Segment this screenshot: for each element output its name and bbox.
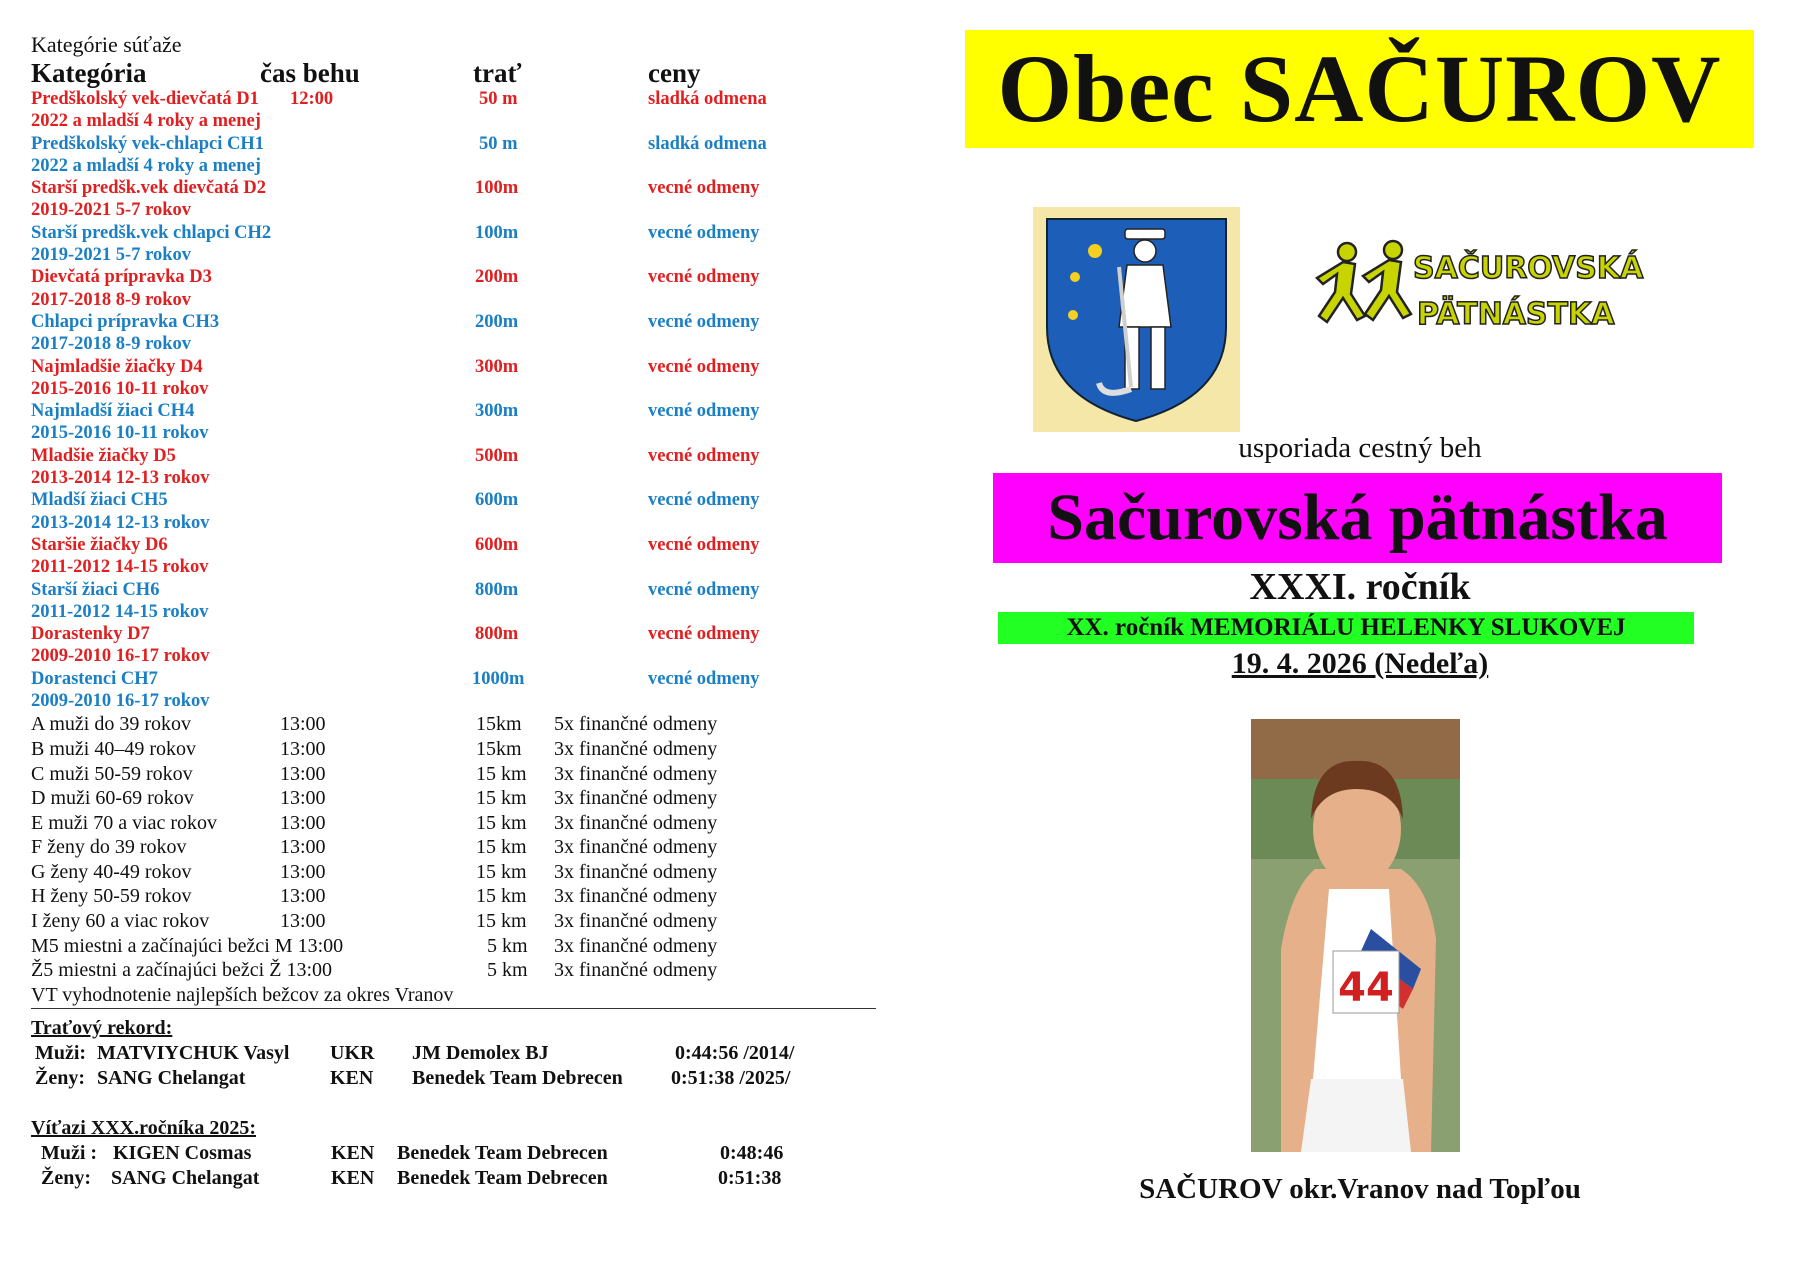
header-ceny: ceny	[648, 58, 701, 88]
junior-category-row	[31, 266, 881, 288]
junior-category-years	[31, 556, 881, 578]
junior-prize: vecné odmeny	[648, 490, 760, 511]
table-header	[31, 58, 881, 88]
junior-category-name: Najmladšie žiačky D4	[31, 356, 203, 377]
junior-birth-years: 2019-2021 5-7 rokov	[31, 200, 191, 221]
adult-category-row	[31, 786, 881, 811]
junior-category-name: Dorastenci CH7	[31, 668, 158, 689]
winner-nat: KEN	[331, 1166, 375, 1189]
record-team: Benedek Team Debrecen	[412, 1066, 623, 1089]
adult-category-name: F ženy do 39 rokov	[31, 836, 187, 859]
junior-prize: vecné odmeny	[648, 579, 760, 600]
record-name: SANG Chelangat	[97, 1066, 246, 1089]
junior-birth-years: 2013-2014 12-13 rokov	[31, 512, 210, 533]
adult-category-row	[31, 737, 881, 762]
adult-distance: 15km	[476, 713, 522, 736]
winner-name: SANG Chelangat	[111, 1166, 260, 1189]
junior-prize: sladká odmena	[648, 133, 767, 154]
junior-prize: vecné odmeny	[648, 178, 760, 199]
event-date	[960, 644, 1760, 684]
junior-category-years	[31, 467, 881, 489]
junior-category-row	[31, 88, 881, 110]
winner-team: Benedek Team Debrecen	[397, 1166, 608, 1189]
adult-prize: 3x finančné odmeny	[554, 836, 718, 859]
vt-note: VT vyhodnotenie najlepších bežcov za okres Vranov	[31, 983, 876, 1009]
coat-of-arms-icon	[1033, 207, 1240, 432]
junior-distance: 300m	[475, 356, 519, 377]
junior-distance: 50 m	[479, 133, 518, 154]
track-record	[31, 1015, 881, 1091]
adult-prize: 3x finančné odmeny	[554, 885, 718, 908]
record-label: Ženy:	[35, 1066, 85, 1089]
junior-category-name: Chlapci prípravka CH3	[31, 311, 220, 332]
adult-category-row	[31, 860, 881, 885]
junior-category-row	[31, 222, 881, 244]
adult-category-name: A muži do 39 rokov	[31, 713, 191, 736]
adult-distance: 15 km	[476, 860, 527, 883]
winner-time: 0:48:46	[720, 1141, 784, 1164]
rocnik: XXXI. ročník	[1249, 566, 1471, 608]
adult-start-time: 13:00	[280, 811, 326, 834]
junior-distance: 50 m	[479, 89, 518, 109]
junior-category-row	[31, 579, 881, 601]
adult-prize: 3x finančné odmeny	[554, 811, 718, 834]
header-cas: čas behu	[260, 58, 360, 88]
winners-2025	[31, 1115, 881, 1191]
adult-category-row	[31, 958, 881, 983]
junior-category-name: Starší žiaci CH6	[31, 579, 160, 600]
adult-category-name: M5 miestni a začínajúci bežci M 13:00	[31, 934, 344, 957]
junior-prize: vecné odmeny	[648, 356, 760, 377]
runners-logo-icon	[1305, 238, 1644, 342]
adult-category-name: C muži 50-59 rokov	[31, 762, 193, 785]
junior-birth-years: 2017-2018 8-9 rokov	[31, 289, 191, 310]
junior-category-row	[31, 489, 881, 511]
adult-distance: 15 km	[476, 762, 527, 785]
adult-prize: 3x finančné odmeny	[554, 787, 718, 810]
junior-category-name: Starší predšk.vek chlapci CH2	[31, 222, 272, 243]
junior-birth-years: 2011-2012 14-15 rokov	[31, 557, 209, 578]
junior-birth-years: 2013-2014 12-13 rokov	[31, 468, 210, 489]
junior-category-name: Mladšie žiačky D5	[31, 445, 176, 466]
junior-category-row	[31, 177, 881, 199]
record-row	[31, 1041, 881, 1066]
runner-photo-image	[1251, 719, 1460, 1152]
junior-distance: 200m	[475, 267, 519, 288]
adult-distance: 5 km	[487, 934, 528, 957]
junior-category-name: Predškolský vek-dievčatá D1	[31, 89, 259, 109]
junior-category-years	[31, 378, 881, 400]
adult-category-row	[31, 762, 881, 787]
junior-category-name: Staršie žiačky D6	[31, 534, 168, 555]
junior-category-years	[31, 333, 881, 355]
junior-distance: 100m	[475, 222, 519, 243]
junior-category-list	[31, 88, 881, 712]
junior-category-row	[31, 133, 881, 155]
adult-start-time: 13:00	[280, 860, 326, 883]
adult-distance: 5 km	[487, 959, 528, 982]
winner-name: KIGEN Cosmas	[113, 1141, 252, 1164]
junior-prize: vecné odmeny	[648, 311, 760, 332]
winner-row	[31, 1166, 881, 1191]
adult-distance: 15 km	[476, 836, 527, 859]
location-text: SAČUROV okr.Vranov nad Topľou	[1139, 1173, 1581, 1205]
adult-category-name: H ženy 50-59 rokov	[31, 885, 192, 908]
junior-prize: vecné odmeny	[648, 445, 760, 466]
junior-category-years	[31, 645, 881, 667]
track-record-title: Traťový rekord:	[31, 1016, 173, 1039]
junior-birth-years: 2009-2010 16-17 rokov	[31, 691, 210, 712]
junior-prize: vecné odmeny	[648, 668, 760, 689]
junior-birth-years: 2017-2018 8-9 rokov	[31, 334, 191, 355]
junior-category-years	[31, 289, 881, 311]
record-nat: KEN	[330, 1066, 374, 1089]
junior-birth-years: 2009-2010 16-17 rokov	[31, 646, 210, 667]
adult-category-row	[31, 712, 881, 737]
adult-distance: 15km	[476, 737, 522, 760]
event-title: Sačurovská pätnástka	[993, 473, 1722, 563]
junior-category-name: Dievčatá prípravka D3	[31, 267, 212, 288]
junior-distance: 100m	[475, 178, 519, 199]
adult-start-time: 13:00	[280, 836, 326, 859]
junior-category-name: Mladší žiaci CH5	[31, 490, 168, 511]
adult-category-name: B muži 40–49 rokov	[31, 737, 196, 760]
event-date-text: 19. 4. 2026 (Nedeľa)	[1231, 647, 1489, 680]
record-team: JM Demolex BJ	[412, 1041, 549, 1064]
adult-category-name: D muži 60-69 rokov	[31, 787, 194, 810]
junior-category-row	[31, 356, 881, 378]
record-label: Muži:	[35, 1041, 87, 1064]
junior-category-years	[31, 422, 881, 444]
junior-category-years	[31, 199, 881, 221]
junior-distance: 300m	[475, 401, 519, 422]
adult-prize: 3x finančné odmeny	[554, 762, 718, 785]
adult-distance: 15 km	[476, 811, 527, 834]
junior-birth-years: 2015-2016 10-11 rokov	[31, 378, 209, 399]
junior-birth-years: 2019-2021 5-7 rokov	[31, 245, 191, 266]
junior-birth-years: 2022 a mladší 4 roky a menej	[31, 111, 261, 132]
header-kategoria: Kategória	[31, 58, 147, 88]
junior-distance: 500m	[475, 445, 519, 466]
adult-start-time: 13:00	[280, 910, 326, 933]
logo-line-1: SAČUROVSKÁ	[1413, 251, 1644, 286]
adult-category-row	[31, 884, 881, 909]
junior-prize: sladká odmena	[648, 89, 767, 109]
junior-distance: 200m	[475, 311, 519, 332]
adult-prize: 3x finančné odmeny	[554, 737, 718, 760]
adult-prize: 3x finančné odmeny	[554, 959, 718, 982]
adult-category-row	[31, 835, 881, 860]
adult-start-time: 13:00	[280, 885, 326, 908]
junior-category-name: Predškolský vek-chlapci CH1	[31, 133, 264, 154]
winner-label: Muži :	[41, 1141, 98, 1164]
adult-category-row	[31, 909, 881, 934]
junior-category-name: Starší predšk.vek dievčatá D2	[31, 178, 267, 199]
adult-category-name: E muži 70 a viac rokov	[31, 811, 218, 834]
junior-category-row	[31, 668, 881, 690]
junior-category-years	[31, 110, 881, 132]
junior-distance: 800m	[475, 624, 519, 645]
junior-prize: vecné odmeny	[648, 222, 760, 243]
junior-birth-years: 2015-2016 10-11 rokov	[31, 423, 209, 444]
junior-category-years	[31, 512, 881, 534]
adult-prize: 3x finančné odmeny	[554, 934, 718, 957]
junior-category-years	[31, 155, 881, 177]
adult-category-name: Ž5 miestni a začínajúci bežci Ž 13:00	[31, 959, 332, 982]
winner-label: Ženy:	[41, 1166, 91, 1189]
junior-category-name: Najmladší žiaci CH4	[31, 401, 195, 422]
junior-category-row	[31, 445, 881, 467]
coat-of-arms	[1033, 207, 1240, 432]
adult-category-row	[31, 811, 881, 836]
adult-distance: 15 km	[476, 787, 527, 810]
adult-start-time: 13:00	[280, 713, 326, 736]
adult-distance: 15 km	[476, 910, 527, 933]
adult-prize: 3x finančné odmeny	[554, 910, 718, 933]
junior-distance: 600m	[475, 490, 519, 511]
junior-distance: 600m	[475, 534, 519, 555]
usporiada-text: usporiada cestný beh	[1238, 432, 1482, 464]
junior-category-years	[31, 601, 881, 623]
junior-category-row	[31, 623, 881, 645]
winner-row	[31, 1141, 881, 1166]
adult-category-list	[31, 712, 881, 983]
adult-start-time: 13:00	[280, 737, 326, 760]
winner-team: Benedek Team Debrecen	[397, 1141, 608, 1164]
record-nat: UKR	[330, 1041, 375, 1064]
adult-distance: 15 km	[476, 885, 527, 908]
junior-distance: 1000m	[472, 668, 525, 689]
junior-category-years	[31, 690, 881, 712]
adult-start-time: 13:00	[280, 762, 326, 785]
junior-category-row	[31, 400, 881, 422]
runner-photo	[1251, 719, 1460, 1152]
junior-category-row	[31, 311, 881, 333]
header-trat: trať	[473, 58, 522, 88]
record-time: 0:51:38 /2025/	[671, 1066, 791, 1089]
left-panel	[31, 32, 881, 1191]
junior-category-row	[31, 534, 881, 556]
bib-number: 44	[1338, 965, 1394, 1011]
adult-prize: 5x finančné odmeny	[554, 713, 718, 736]
junior-prize: vecné odmeny	[648, 624, 760, 645]
junior-prize: vecné odmeny	[648, 267, 760, 288]
winners-title: Víťazi XXX.ročníka 2025:	[31, 1116, 257, 1139]
adult-category-row	[31, 934, 881, 959]
adult-category-name: I ženy 60 a viac rokov	[31, 910, 210, 933]
sacurovska-patnastka-logo	[1305, 238, 1644, 342]
winner-nat: KEN	[331, 1141, 375, 1164]
intro-title: Kategórie súťaže	[31, 32, 182, 57]
junior-prize: vecné odmeny	[648, 401, 760, 422]
record-row	[31, 1066, 881, 1091]
adult-category-name: G ženy 40-49 rokov	[31, 860, 192, 883]
adult-start-time: 13:00	[280, 787, 326, 810]
junior-distance: 800m	[475, 579, 519, 600]
adult-prize: 3x finančné odmeny	[554, 860, 718, 883]
junior-start-time: 12:00	[290, 89, 334, 109]
record-name: MATVIYCHUK Vasyl	[97, 1041, 290, 1064]
junior-category-years	[31, 244, 881, 266]
junior-category-name: Dorastenky D7	[31, 624, 150, 645]
obec-title: Obec SAČUROV	[965, 30, 1754, 148]
record-time: 0:44:56 /2014/	[675, 1041, 795, 1064]
winner-time: 0:51:38	[718, 1166, 782, 1189]
memorial-banner: XX. ročník MEMORIÁLU HELENKY SLUKOVEJ	[998, 612, 1694, 644]
logo-line-2: PÄTNÁSTKA	[1417, 297, 1615, 332]
junior-birth-years: 2011-2012 14-15 rokov	[31, 601, 209, 622]
junior-birth-years: 2022 a mladší 4 roky a menej	[31, 155, 261, 176]
junior-prize: vecné odmeny	[648, 534, 760, 555]
